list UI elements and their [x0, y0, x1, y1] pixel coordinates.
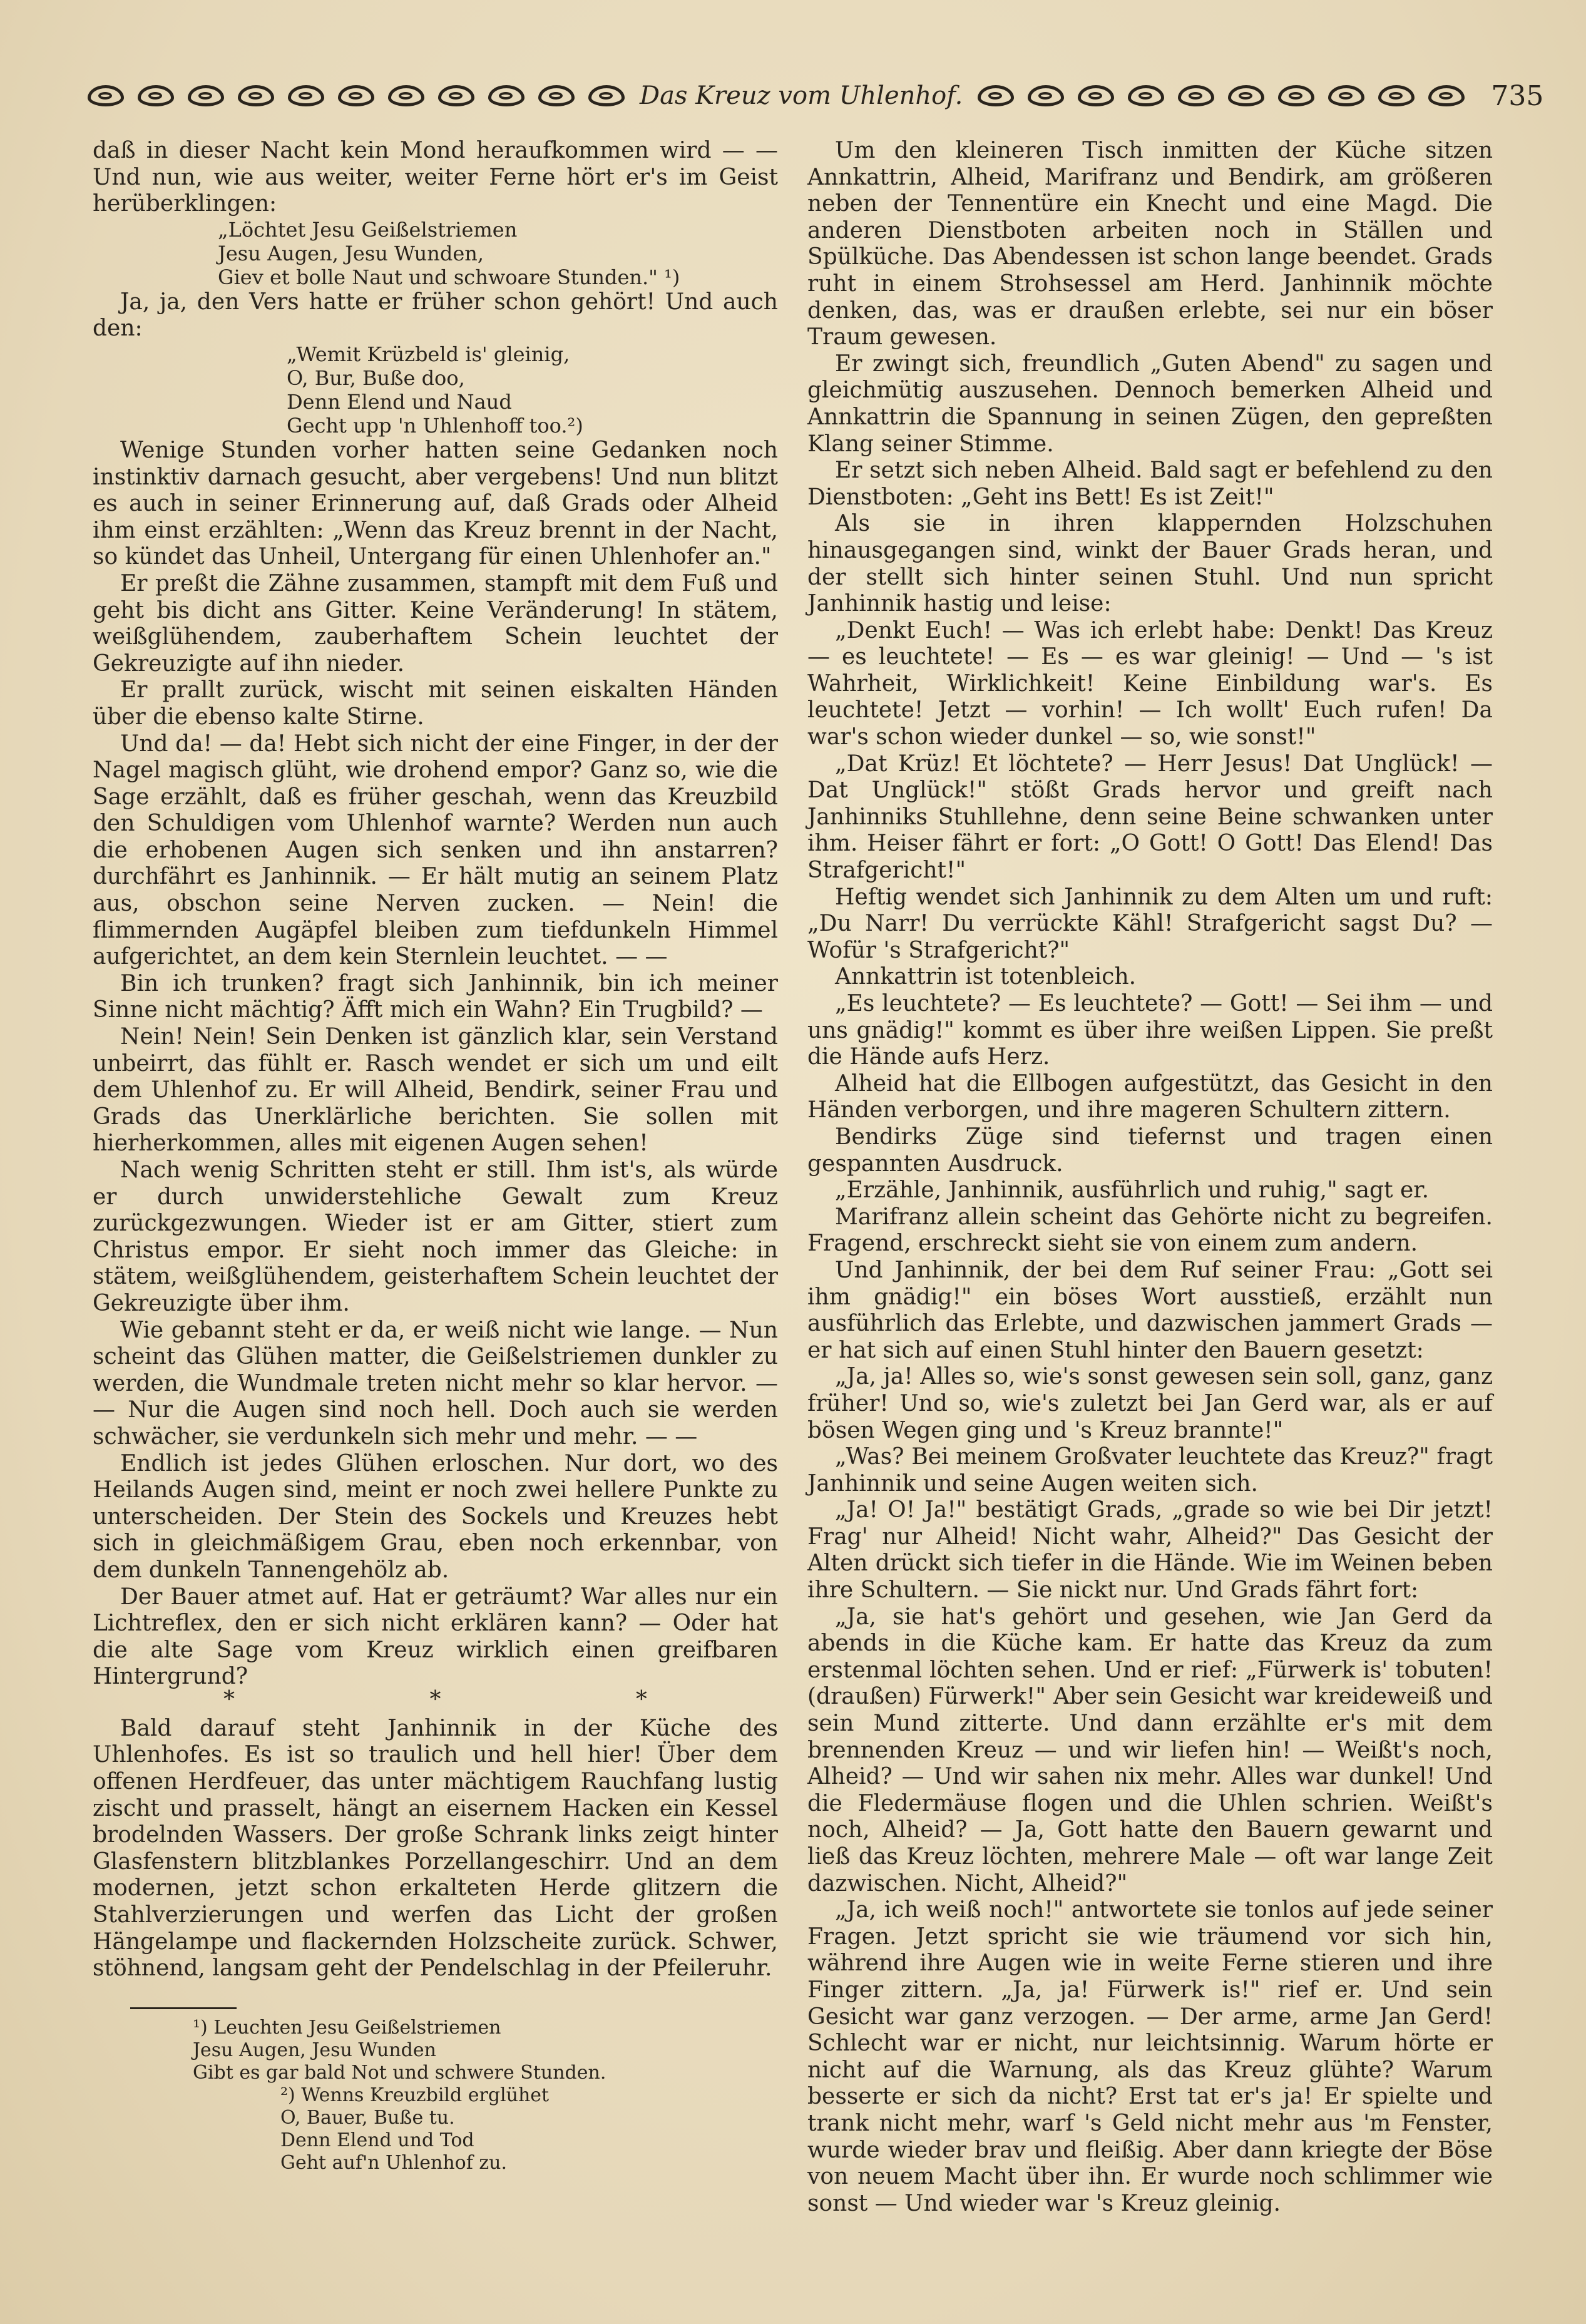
paragraph: Und da! — da! Hebt sich nicht der eine Finger, in der der Nagel magisch glüht, wie drohend empor? Ganz so, wie die Sage erzählt, daß es früher geschah, wenn das Kreuzbild den Schuldigen vom Uhlenhof warnte? Werden nun auch die erhobenen Augen sich senken und ihn anstarren? durchfährt es Janhinnik. — Er hält mutig an seinem Platz aus, obschon seine Nerven zucken. — Nein! die flimmernden Augäpfel bleiben zum tiefdunkeln Himmel aufgerichtet, an dem kein Sternlein leuchtet. — — — [93, 730, 778, 970]
paragraph: Und Janhinnik, der bei dem Ruf seiner Frau: „Gott sei ihm gnädig!" ein böses Wort ausstieß, erzählt nun ausführlich das Erlebte, und dazwischen jammert Grads — er hat sich auf einen Stuhl hinter den Bauern gesetzt: — [807, 1257, 1493, 1363]
verse-line: Gecht upp 'n Uhlenhoff too.²) — [287, 413, 583, 438]
paragraph: „Dat Krüz! Et löchtete? — Herr Jesus! Dat Unglück! — Dat Unglück!" stößt Grads hervor und greift nach Janhinniks Stuhllehne, denn seine Beine schwanken unter ihm. Heiser fährt er fort: „O Gott! O Gott! Das Elend! Das Strafgericht!" — [807, 750, 1493, 884]
paragraph: Endlich ist jedes Glühen erloschen. Nur dort, wo des Heilands Augen sind, meint er noch zwei hellere Punkte zu unterscheiden. Der Stein des Sockels und Kreuzes hebt sich in gleichmäßigem Grau, eben noch erkennbar, von dem dunkeln Tannengehölz ab. — [93, 1450, 778, 1583]
ornament-left — [88, 85, 625, 106]
footnote-rule — [130, 2007, 237, 2009]
ornament-icon — [388, 85, 424, 106]
dialect-verse-1 — [93, 218, 778, 289]
paragraph: „Ja, sie hat's gehört und gesehen, wie Jan Gerd da abends in die Küche kam. Er hatte das Kreuz da zum erstenmal löchten sehen. Und er rief: „Fürwerk is' tobuten! (draußen) Fürwerk!" Aber sein Gesicht war kreideweiß und sein Mund zitterte. Und dann erzählte er's mit dem brennenden Kreuz — und wir liefen hin! — Weißt's noch, Alheid? — Und wir sahen nix mehr. Alles war dunkel! Und die Fledermäuse flogen und die Uhlen schrien. Weißt's noch, Alheid? — Ja, Gott hatte den Bauern gewarnt und ließ das Kreuz löchten, mehrere Male — oft war lange Zeit dazwischen. Nicht, Alheid?" — [807, 1604, 1493, 1897]
paragraph: Wie gebannt steht er da, er weiß nicht wie lange. — Nun scheint das Glühen matter, die Geißelstriemen dunkler zu werden, die Wundmale treten nicht mehr so klar hervor. — — Nur die Augen sind noch hell. Doch auch sie werden schwächer, sie verdunkeln sich mehr und mehr. — — — [93, 1317, 778, 1450]
left-column — [93, 138, 778, 2174]
page-header — [88, 74, 1544, 118]
ornament-icon — [338, 85, 374, 106]
ornament-icon — [88, 85, 124, 106]
paragraph: Ja, ja, den Vers hatte er früher schon gehört! Und auch den: — [93, 289, 778, 342]
ornament-icon — [588, 85, 625, 106]
paragraph: Er preßt die Zähne zusammen, stampft mit dem Fuß und geht bis dicht ans Gitter. Keine Veränderung! In stätem, weißglühendem, zauberhaftem Schein leuchtet der Gekreuzigte auf ihn nieder. — [93, 570, 778, 677]
paragraph: Alheid hat die Ellbogen aufgestützt, das Gesicht in den Händen verborgen, und ihre mageren Schultern zittern. — [807, 1070, 1493, 1124]
verse-line: O, Bur, Buße doo, — [287, 366, 465, 390]
ornament-icon — [188, 85, 224, 106]
paragraph: „Es leuchtete? — Es leuchtete? — Gott! — Sei ihm — und uns gnädig!" kommt es über ihre weißen Lippen. Sie preßt die Hände aufs Herz. — [807, 991, 1493, 1070]
paragraph: „Denkt Euch! — Was ich erlebt habe: Denkt! Das Kreuz — es leuchtete! — Es — es war gleinig! — Und — 's ist Wahrheit, Wirklichkeit! Keine Einbildung war's. Es leuchtete! Jetzt — vorhin! — Ich wollt' Euch rufen! Da war's schon wieder dunkel — so, wie sonst!" — [807, 617, 1493, 750]
ornament-icon — [438, 85, 474, 106]
paragraph: „Ja, ja! Alles so, wie's sonst gewesen sein soll, ganz, ganz früher! Und so, wie's zuletzt bei Jan Gerd war, als er auf bösen Wegen ging und 's Kreuz brannte!" — [807, 1364, 1493, 1443]
verse-line: Denn Elend und Naud — [287, 389, 512, 414]
paragraph: Nein! Nein! Sein Denken ist gänzlich klar, sein Verstand unbeirrt, das fühlt er. Rasch wendet er sich um und eilt dem Uhlenhof zu. Er will Alheid, Bendirk, seiner Frau und Grads das Unerklärliche berichten. Sie sollen mit hierherkommen, alles mit eigenen Augen sehen! — [93, 1024, 778, 1157]
paragraph: Nach wenig Schritten steht er still. Ihm ist's, als würde er durch unwiderstehliche Gewalt zum Kreuz zurückgezwungen. Wieder ist er am Gitter, stiert zum Christus empor. Er sieht noch immer das Gleiche: in stätem, weißglühendem, geisterhaftem Schein leuchtet der Gekreuzigte über ihm. — [93, 1157, 778, 1316]
verse-line: „Löchtet Jesu Geißelstriemen — [218, 217, 518, 242]
ornament-icon — [1028, 85, 1064, 106]
footnote-line: Jesu Augen, Jesu Wunden — [193, 2039, 436, 2061]
ornament-icon — [288, 85, 324, 106]
ornament-icon — [488, 85, 524, 106]
section-break: * * * — [223, 1686, 741, 1712]
ornament-icon — [1228, 85, 1264, 106]
footnote-line: ²) Wenns Kreuzbild erglühet — [280, 2084, 550, 2106]
paragraph: „Erzähle, Janhinnik, ausführlich und ruhig," sagt er. — [835, 1177, 1430, 1204]
paragraph: Annkattrin ist totenbleich. — [835, 964, 1137, 990]
paragraph: „Ja! O! Ja!" bestätigt Grads, „grade so wie bei Dir jetzt! Frag' nur Alheid! Nicht wahr, Alheid?" Das Gesicht der Alten drückt sich tiefer in die Hände. Wie im Weinen beben ihre Schultern. — Sie nickt nur. Und Grads fährt fort: — [807, 1497, 1493, 1604]
running-title: Das Kreuz vom Uhlenhof. — [640, 81, 963, 110]
paragraph: Bendirks Züge sind tiefernst und tragen einen gespannten Ausdruck. — [807, 1124, 1493, 1177]
paragraph: Er setzt sich neben Alheid. Bald sagt er befehlend zu den Dienstboten: „Geht ins Bett! Es ist Zeit!" — [807, 458, 1493, 510]
dialect-verse-2 — [93, 342, 778, 438]
paragraph: Wenige Stunden vorher hatten seine Gedanken noch instinktiv darnach gesucht, aber vergebens! Und nun blitzt es auch in seiner Erinnerung auf, daß Grads oder Alheid ihm einst erzählten: „Wenn das Kreuz brennt in der Nacht, so kündet das Unheil, Untergang für einen Uhlenhofer an." — [93, 437, 778, 570]
verse-line: Jesu Augen, Jesu Wunden, — [218, 241, 484, 265]
ornament-icon — [1428, 85, 1465, 106]
ornament-right — [978, 85, 1465, 106]
paragraph: daß in dieser Nacht kein Mond heraufkommen wird — — Und nun, wie aus weiter, weiter Ferne hört er's im Geist herüberklingen: — [93, 138, 778, 217]
page-number: 735 — [1491, 79, 1544, 112]
paragraph: Bin ich trunken? fragt sich Janhinnik, bin ich meiner Sinne nicht mächtig? Äfft mich ein Wahn? Ein Trugbild? — — [93, 970, 778, 1023]
footnote-1 — [93, 2017, 778, 2084]
footnote-line: Gibt es gar bald Not und schwere Stunden. — [193, 2061, 606, 2084]
ornament-icon — [1128, 85, 1164, 106]
footnote-2 — [93, 2084, 778, 2174]
footnote-line: Geht auf'n Uhlenhof zu. — [280, 2151, 508, 2174]
verse-line: Giev et bolle Naut und schwoare Stunden." ¹) — [218, 265, 680, 289]
ornament-icon — [138, 85, 174, 106]
paragraph: Um den kleineren Tisch inmitten der Küche sitzen Annkattrin, Alheid, Marifranz und Bendirk, am größeren neben der Tennentüre ein Knecht und eine Magd. Die anderen Dienstboten arbeiten noch in Ställen und Spülküche. Das Abendessen ist schon lange beendet. Grads ruht in einem Strohsessel am Herd. Janhinnik möchte denken, das, was er draußen erlebte, sei nur ein böser Traum gewesen. — [807, 138, 1493, 351]
ornament-icon — [1278, 85, 1314, 106]
verse-line: „Wemit Krüzbeld is' gleinig, — [287, 342, 570, 366]
paragraph: Marifranz allein scheint das Gehörte nicht zu begreifen. Fragend, erschreckt sieht sie von einem zum andern. — [807, 1204, 1493, 1257]
ornament-icon — [978, 85, 1014, 106]
ornament-icon — [1178, 85, 1214, 106]
ornament-icon — [1328, 85, 1364, 106]
ornament-icon — [1078, 85, 1114, 106]
paragraph: Als sie in ihren klappernden Holzschuhen hinausgegangen sind, winkt der Bauer Grads heran, und der stellt sich hinter seinen Stuhl. Und nun spricht Janhinnik hastig und leise: — [807, 511, 1493, 617]
footnote-line: Denn Elend und Tod — [280, 2129, 474, 2151]
paragraph: Er prallt zurück, wischt mit seinen eiskalten Händen über die ebenso kalte Stirne. — [93, 677, 778, 730]
ornament-icon — [1378, 85, 1415, 106]
paragraph: Der Bauer atmet auf. Hat er geträumt? War alles nur ein Lichtreflex, den er sich nicht erklären kann? — Oder hat die alte Sage vom Kreuz wirklich einen greifbaren Hintergrund? — [93, 1584, 778, 1690]
footnote-line: ¹) Leuchten Jesu Geißelstriemen — [193, 2016, 501, 2039]
footnote-line: O, Bauer, Buße tu. — [280, 2106, 455, 2129]
paragraph: Er zwingt sich, freundlich „Guten Abend" zu sagen und gleichmütig auszusehen. Dennoch bemerken Alheid und Annkattrin die Spannung in seinen Zügen, den gepreßten Klang seiner Stimme. — [807, 351, 1493, 457]
ornament-icon — [238, 85, 274, 106]
paragraph: Bald darauf steht Janhinnik in der Küche des Uhlenhofes. Es ist so traulich und hell hier! Über dem offenen Herdfeuer, das unter mächtigem Rauchfang lustig zischt und prasselt, hängt an eisernem Hacken ein Kessel brodelnden Wassers. Der große Schrank links zeigt hinter Glasfenstern blitzblankes Porzellangeschirr. Und an dem modernen, jetzt schon erkalteten Herde glitzern die Stahlverzierungen und werfen das Licht der großen Hängelampe und flackernden Holzscheite zurück. Schwer, stöhnend, langsam geht der Pendelschlag in der Pfeileruhr. — [93, 1715, 778, 1982]
paragraph: „Was? Bei meinem Großvater leuchtete das Kreuz?" fragt Janhinnik und seine Augen weiten sich. — [807, 1444, 1493, 1497]
paragraph: „Ja, ich weiß noch!" antwortete sie tonlos auf jede seiner Fragen. Jetzt spricht sie wie träumend vor sich hin, während ihre Augen wie in weite Ferne stieren und ihre Finger zittern. „Ja, ja! Fürwerk is!" rief er. Und sein Gesicht war ganz verzogen. — Der arme, arme Jan Gerd! Schlecht war er nicht, nur leichtsinnig. Warum hörte er nicht auf die Warnung, als das Kreuz glühte? Warum besserte er sich da nicht? Erst tat er's ja! Er spielte und trank nicht mehr, warf 's Geld nicht mehr aus 'm Fenster, wurde wieder brav und fleißig. Aber dann kriegte der Böse von neuem Macht über ihn. Er wurde noch schlimmer wie sonst — Und wieder war 's Kreuz gleinig. — [807, 1897, 1493, 2216]
right-column — [807, 138, 1493, 2217]
ornament-icon — [538, 85, 575, 106]
paragraph: Heftig wendet sich Janhinnik zu dem Alten um und ruft: „Du Narr! Du verrückte Kähl! Strafgericht sagst Du? — Wofür 's Strafgericht?" — [807, 884, 1493, 963]
